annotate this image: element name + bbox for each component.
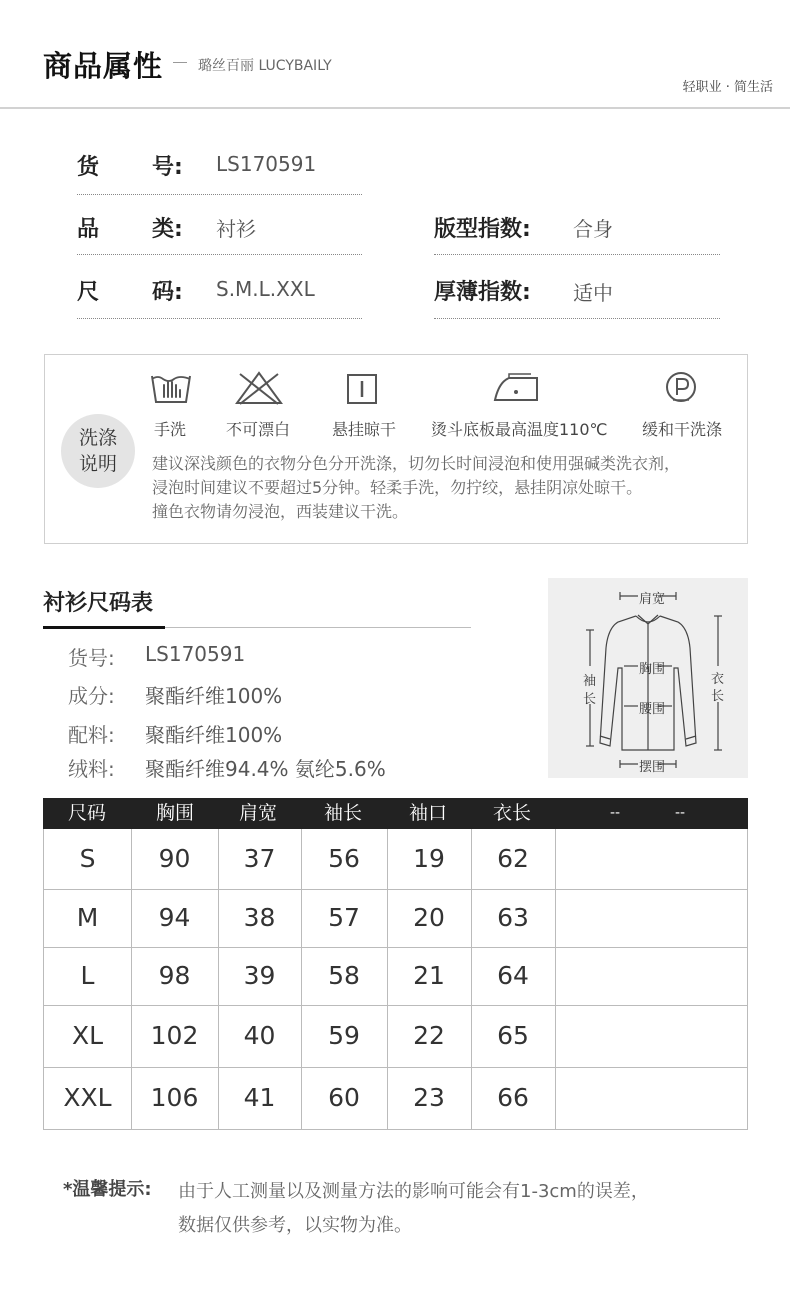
measurement-cell: 58 [328,961,360,990]
measurement-cell: 56 [328,844,360,873]
size-cell: M [76,903,99,932]
dotted-divider [77,318,362,319]
spec-value: 聚酯纤维94.4% 氨纶5.6% [145,757,386,781]
measurement-cell: 62 [497,844,529,873]
wash-badge-line1: 洗涤 [78,427,117,449]
item-no-label-2: 号: [152,155,183,180]
item-no-value: LS170591 [216,152,317,176]
measurement-cell: 66 [497,1083,529,1112]
tip-line: 数据仅供参考，以实物为准。 [178,1215,412,1236]
category-label-2: 类: [152,217,183,242]
diagram-chest: 胸围 [639,662,666,677]
dotted-divider [434,254,720,255]
diagram-hem: 摆围 [639,760,666,775]
diagram-length-1: 衣 [711,672,725,687]
header-length: 衣长 [492,802,531,824]
measurement-cell: 59 [328,1021,360,1050]
wash-note-line: 建议深浅颜色的衣物分色分开洗涤，切勿长时间浸泡和使用强碱类洗衣剂， [152,454,681,473]
measurement-cell: 38 [243,903,276,932]
measurement-cell: 57 [328,903,360,932]
wash-note-line: 撞色衣物请勿浸泡，西装建议干洗。 [152,502,409,521]
table-row [44,829,747,889]
table-row [44,947,747,1005]
dotted-divider [434,318,720,319]
line-dry-icon [346,373,378,405]
size-value: S.M.L.XXL [216,277,315,301]
size-cell: XXL [63,1083,112,1112]
header-size: 尺码 [67,802,106,824]
tip-text [178,1175,649,1243]
size-cell: XL [71,1021,104,1050]
thickness-value: 适中 [573,281,613,305]
measurement-cell: 21 [413,961,445,990]
no-bleach-icon [234,370,284,406]
line-dry-label: 悬挂晾干 [332,420,397,439]
spec-value: LS170591 [145,642,246,666]
size-table-header [43,798,748,829]
measurement-cell: 39 [243,961,276,990]
shirt-measurement-diagram [548,578,748,778]
measurement-cell: 98 [158,961,191,990]
no-bleach-label: 不可漂白 [226,420,291,439]
diagram-sleeve-1: 袖 [583,674,597,689]
iron-label: 烫斗底板最高温度110℃ [431,420,608,439]
size-label-1: 尺 [77,280,100,305]
header-empty: -- [674,805,686,821]
header-chest: 胸围 [155,802,194,824]
tip-label: *温馨提示: [63,1179,152,1200]
table-row [44,889,747,947]
iron-icon [491,372,541,404]
measurement-cell: 22 [413,1021,445,1050]
table-row [44,1005,747,1067]
header-divider [0,107,790,109]
size-label-2: 码: [152,280,183,305]
measurement-cell: 64 [497,961,529,990]
size-title-underline [43,626,165,629]
wash-badge [61,414,135,488]
brand-name: 璐丝百丽 LUCYBAILY [198,58,332,74]
thickness-label: 厚薄指数: [434,280,531,305]
measurement-cell: 40 [243,1021,276,1050]
measurement-cell: 65 [497,1021,529,1050]
wash-notes [152,452,742,524]
dotted-divider [77,194,362,195]
measurement-cell: 102 [150,1021,199,1050]
size-cell: S [79,844,96,873]
header-empty: -- [609,805,621,821]
measurement-cell: 19 [413,844,445,873]
measurement-cell: 90 [158,844,191,873]
spec-label: 成分: [68,684,115,708]
header-shoulder: 肩宽 [238,802,277,824]
item-no-label-1: 货 [77,155,100,180]
spec-label: 绒料: [68,757,115,781]
spec-label: 配料: [68,723,115,747]
diagram-waist: 腰围 [639,702,666,717]
table-row [44,1067,747,1129]
measurement-cell: 41 [243,1083,276,1112]
tagline: 轻职业 · 简生活 [682,80,773,95]
category-label-1: 品 [77,217,100,242]
dry-clean-label: 缓和干洗涤 [642,420,723,439]
hand-wash-icon [150,370,192,406]
header-cuff: 袖口 [408,802,447,824]
size-cell: L [80,961,95,990]
page-title: 商品属性 [43,49,164,83]
measurement-cell: 63 [497,903,529,932]
fit-label: 版型指数: [434,217,531,242]
diagram-length-2: 长 [711,689,725,704]
header-sleeve: 袖长 [323,802,362,824]
dotted-divider [77,254,362,255]
title-dash [173,62,187,63]
wash-badge-line2: 说明 [78,453,117,475]
diagram-sleeve-2: 长 [583,692,597,707]
spec-value: 聚酯纤维100% [145,684,283,708]
hand-wash-label: 手洗 [154,420,187,439]
measurement-cell: 60 [328,1083,360,1112]
size-chart-title: 衬衫尺码表 [43,591,154,616]
dry-clean-icon [664,370,698,404]
spec-label: 货号: [68,646,115,670]
tip-line: 由于人工测量以及测量方法的影响可能会有1-3cm的误差， [178,1181,649,1202]
measurement-cell: 106 [150,1083,199,1112]
diagram-shoulder: 肩宽 [639,592,666,607]
measurement-cell: 37 [243,844,276,873]
spec-value: 聚酯纤维100% [145,723,283,747]
measurement-cell: 23 [413,1083,445,1112]
size-table [43,829,748,1130]
measurement-cell: 20 [413,903,445,932]
category-value: 衬衫 [216,217,256,241]
measurement-cell: 94 [158,903,191,932]
fit-value: 合身 [573,217,613,241]
wash-note-line: 浸泡时间建议不要超过5分钟。轻柔手洗，勿拧绞，悬挂阴凉处晾干。 [152,478,643,497]
